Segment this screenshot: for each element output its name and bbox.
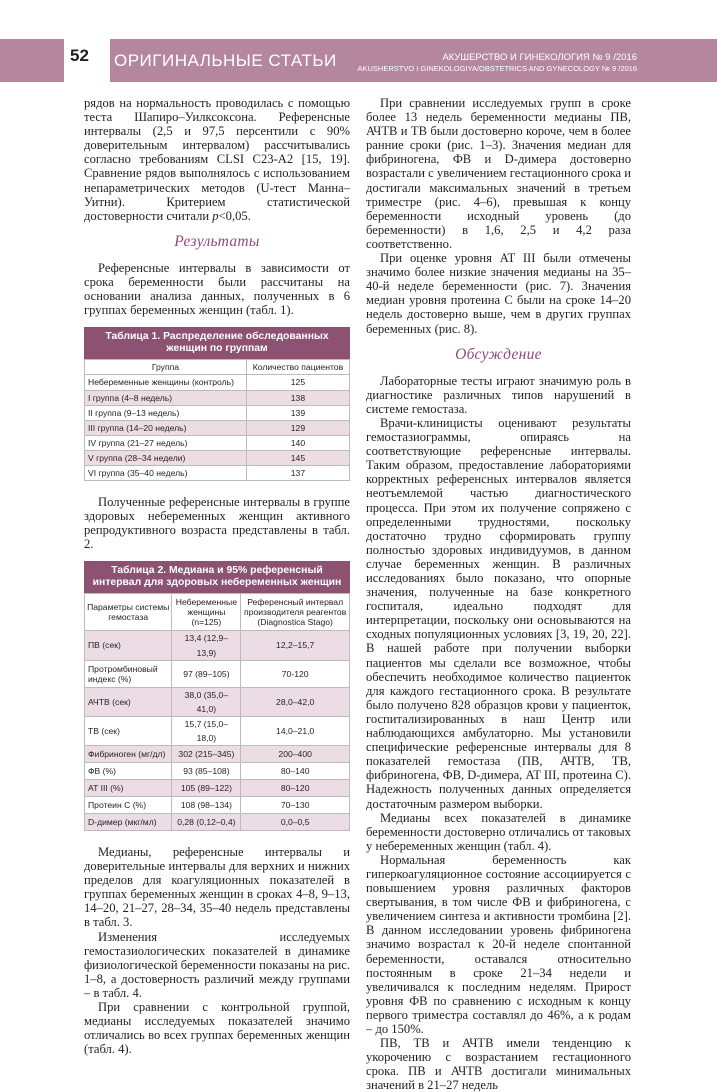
table-1	[84, 327, 350, 481]
reference-cell: 14,0–21,0	[241, 716, 350, 745]
table-header: Группа	[85, 360, 247, 375]
median-cell: 38,0 (35,0–41,0)	[172, 687, 241, 716]
paragraph: При сравнении исследуемых групп в сроке более 13 недель беременности медианы ПВ, АЧТВ и ТВ были достоверно короче, чем в более ранние сроки (рис. 1–3). Значения медиан для фибриногена, ФВ и D-димера достоверно возрастали с увеличением гестационного срока и достигали максимальных значений в третьем триместре (рис. 4–6), превышая к концу беременности исходный уровень (до беременности) в 1,6, 2,5 и 4,2 раза соответственно.	[366, 96, 631, 251]
paragraph: рядов на нормальность проводилась с помощью теста Шапиро–Уилксокcона. Референсные интервалы (2,5 и 97,5 персентили с 90% доверительным интервалом) рассчитывались согласно требованиям CLSI C23-A2 [15, 19]. Сравнение рядов выполнялось с использованием непараметрических методов (U-тест Манна–Уитни). Критерием статистической достоверности считали p<0,05.	[84, 96, 350, 223]
paragraph: Нормальная беременность как гиперкоагуляционное состояние ассоциируется с повышением уровня различных факторов свертывания, в том числе ФВ и фибриногена, с увеличением синтеза и активности тромбина [2]. В данном исследовании уровень фибриногена значимо возрастал к 20-й неделе спонтанной беременности, оставался относительно постоянным в сроке 21–34 недели и увеличивался к последним неделям. Прирост уровня ФВ по сравнению с исходным к концу первого триместра составлял до 46%, а к родам – до 150%.	[366, 852, 631, 1036]
table-header: Параметры системы гемостаза	[85, 594, 172, 631]
table-row	[85, 780, 350, 797]
reference-cell: 80–140	[241, 763, 350, 780]
median-cell: 105 (89–122)	[172, 780, 241, 797]
param-cell: AT III (%)	[85, 780, 172, 797]
param-cell: Протромбиновый индекс (%)	[85, 660, 172, 687]
group-cell: V группа (28–34 недели)	[85, 450, 247, 465]
median-cell: 108 (98–134)	[172, 797, 241, 814]
param-cell: D-димер (мкг/мл)	[85, 814, 172, 831]
median-cell: 97 (89–105)	[172, 660, 241, 687]
table-row	[85, 716, 350, 745]
table-row	[85, 660, 350, 687]
reference-cell: 0,0–0,5	[241, 814, 350, 831]
group-cell: IV группа (21–27 недель)	[85, 435, 247, 450]
discussion-heading: Обсуждение	[455, 345, 542, 363]
table-row	[85, 797, 350, 814]
reference-cell: 28,0–42,0	[241, 687, 350, 716]
count-cell: 140	[246, 435, 349, 450]
count-cell: 129	[246, 420, 349, 435]
table-2-title: Таблица 2. Медиана и 95% референсный интервал для здоровых небеременных женщин	[84, 561, 350, 593]
table-row	[85, 375, 350, 390]
paragraph: ПВ, ТВ и АЧТВ имели тенденцию к укорочению с возрастанием гестационного срока. ПВ и АЧТВ достигали минимальных значений в 21–27 недель	[366, 1036, 631, 1092]
paragraph: При сравнении с контрольной группой, медианы исследуемых показателей значимо отличались во всех группах беременных женщин (табл. 4).	[84, 1000, 350, 1057]
table-header: Количество пациентов	[246, 360, 349, 375]
paragraph: Референсные интервалы в зависимости от срока беременности были рассчитаны на основании анализа данных, полученных в 6 группах беременных женщин (табл. 1).	[84, 260, 350, 318]
paragraph: Врачи-клиницисты оценивают результаты гемостазиограммы, опираясь на соответствующие референсные интервалы. Таким образом, предоставление лабораториями корректных референсных интервалов является неотъемлемой частью диагностического процесса. При этом их получение сопряжено с определенными трудностями, поскольку достаточно трудно сформировать группу полностью здоровых индивидуумов, в данном случае беременных женщин. В различных исследованиях было показано, что опорные значения, полученные на базе конкретного госпиталя, идеально подходят для интерпретации, поскольку они основываются на сходных популяционных условиях [3, 19, 20, 22]. В нашей работе при получении выборки пациентов мы сделали все возможное, чтобы обеспечить необходимое количество пациенток для каждого гестационного срока. В результате было получено 828 образцов крови у пациенток, госпитализированных в наш Центр или наблюдающихся амбулаторно. Мы установили специфические референсные интервалы для 8 показателей гемостаза (ПВ, АЧТВ, ТВ, фибриногена, ФВ, D-димера, AT III, протеина С). Надежность полученных данных определяется достаточным размером выборки.	[366, 415, 631, 811]
count-cell: 139	[246, 405, 349, 420]
reference-cell: 12,2–15,7	[241, 631, 350, 660]
page-number: 52	[70, 46, 89, 65]
table-row	[85, 465, 350, 480]
table-row	[85, 435, 350, 450]
reference-cell: 80–120	[241, 780, 350, 797]
table-1-grid	[84, 359, 350, 481]
table-row	[85, 631, 350, 660]
results-heading: Результаты	[174, 232, 260, 250]
group-cell: III группа (14–20 недель)	[85, 420, 247, 435]
count-cell: 125	[246, 375, 349, 390]
journal-title-ru: АКУШЕРСТВО И ГИНЕКОЛОГИЯ № 9 /2016	[442, 52, 637, 63]
reference-cell: 70–130	[241, 797, 350, 814]
table-row	[85, 405, 350, 420]
median-cell: 302 (215–345)	[172, 746, 241, 763]
param-cell: Протеин C (%)	[85, 797, 172, 814]
section-title: ОРИГИНАЛЬНЫЕ СТАТЬИ	[114, 51, 337, 70]
paragraph: Полученные референсные интервалы в группе здоровых небеременных женщин активного репродуктивного возраста представлены в табл. 2.	[84, 495, 350, 552]
journal-title-en: AKUSHERSTVO I GINEKOLOGIYA/OBSTETRICS AND GYNECOLOGY № 9 /2016	[357, 64, 637, 73]
count-cell: 145	[246, 450, 349, 465]
reference-cell: 70-120	[241, 660, 350, 687]
median-cell: 93 (85–108)	[172, 763, 241, 780]
table-row	[85, 390, 350, 405]
left-column	[84, 96, 350, 1056]
count-cell: 137	[246, 465, 349, 480]
table-header: Небеременные женщины (n=125)	[172, 594, 241, 631]
group-cell: II группа (9–13 недель)	[85, 405, 247, 420]
table-2	[84, 561, 350, 831]
group-cell: I группа (4–8 недель)	[85, 390, 247, 405]
group-cell: VI группа (35–40 недель)	[85, 465, 247, 480]
page-header	[0, 0, 717, 82]
median-cell: 15,7 (15,0–18,0)	[172, 716, 241, 745]
paragraph: Лабораторные тесты играют значимую роль в диагностике различных типов нарушений в системе гемостаза.	[366, 373, 631, 416]
table-row	[85, 763, 350, 780]
param-cell: АЧТВ (сек)	[85, 687, 172, 716]
count-cell: 138	[246, 390, 349, 405]
table-1-title: Таблица 1. Распределение обследованных женщин по группам	[84, 327, 350, 359]
paragraph: Медианы, референсные интервалы и доверительные интервалы для верхних и нижних пределов для коагуляционных показателей в группах беременных женщин в сроках 4–8, 9–13, 14–20, 21–27, 28–34, 35–40 недель представлены в табл. 3.	[84, 845, 350, 930]
table-header: Референсный интервал производителя реагентов (Diagnostica Stago)	[241, 594, 350, 631]
table-row	[85, 814, 350, 831]
table-row	[85, 746, 350, 763]
table-row	[85, 687, 350, 716]
param-cell: ПВ (сек)	[85, 631, 172, 660]
table-2-grid	[84, 593, 350, 831]
param-cell: Фибриноген (мг/дл)	[85, 746, 172, 763]
table-row	[85, 420, 350, 435]
reference-cell: 200–400	[241, 746, 350, 763]
journal-info	[357, 52, 637, 74]
group-cell: Небеременные женщины (контроль)	[85, 375, 247, 390]
paragraph: Медианы всех показателей в динамике беременности достоверно отличались от таковых у небеременных женщин (табл. 4).	[366, 810, 631, 853]
median-cell: 13,4 (12,9–13,9)	[172, 631, 241, 660]
table-row	[85, 450, 350, 465]
right-column	[366, 96, 631, 1092]
median-cell: 0,28 (0,12–0,4)	[172, 814, 241, 831]
param-cell: ФВ (%)	[85, 763, 172, 780]
paragraph: При оценке уровня AT III были отмечены значимо более низкие значения медианы на 35–40-й неделе беременности (рис. 7). Значения медиан уровня протеина С были на сроке 14–20 недель достоверно выше, чем в других группах беременных (рис. 8).	[366, 251, 631, 336]
paragraph: Изменения исследуемых гемостазиологических показателей в динамике физиологической беременности показаны на рис. 1–8, а достоверность различий между группами – в табл. 4.	[84, 929, 350, 1000]
param-cell: ТВ (сек)	[85, 716, 172, 745]
